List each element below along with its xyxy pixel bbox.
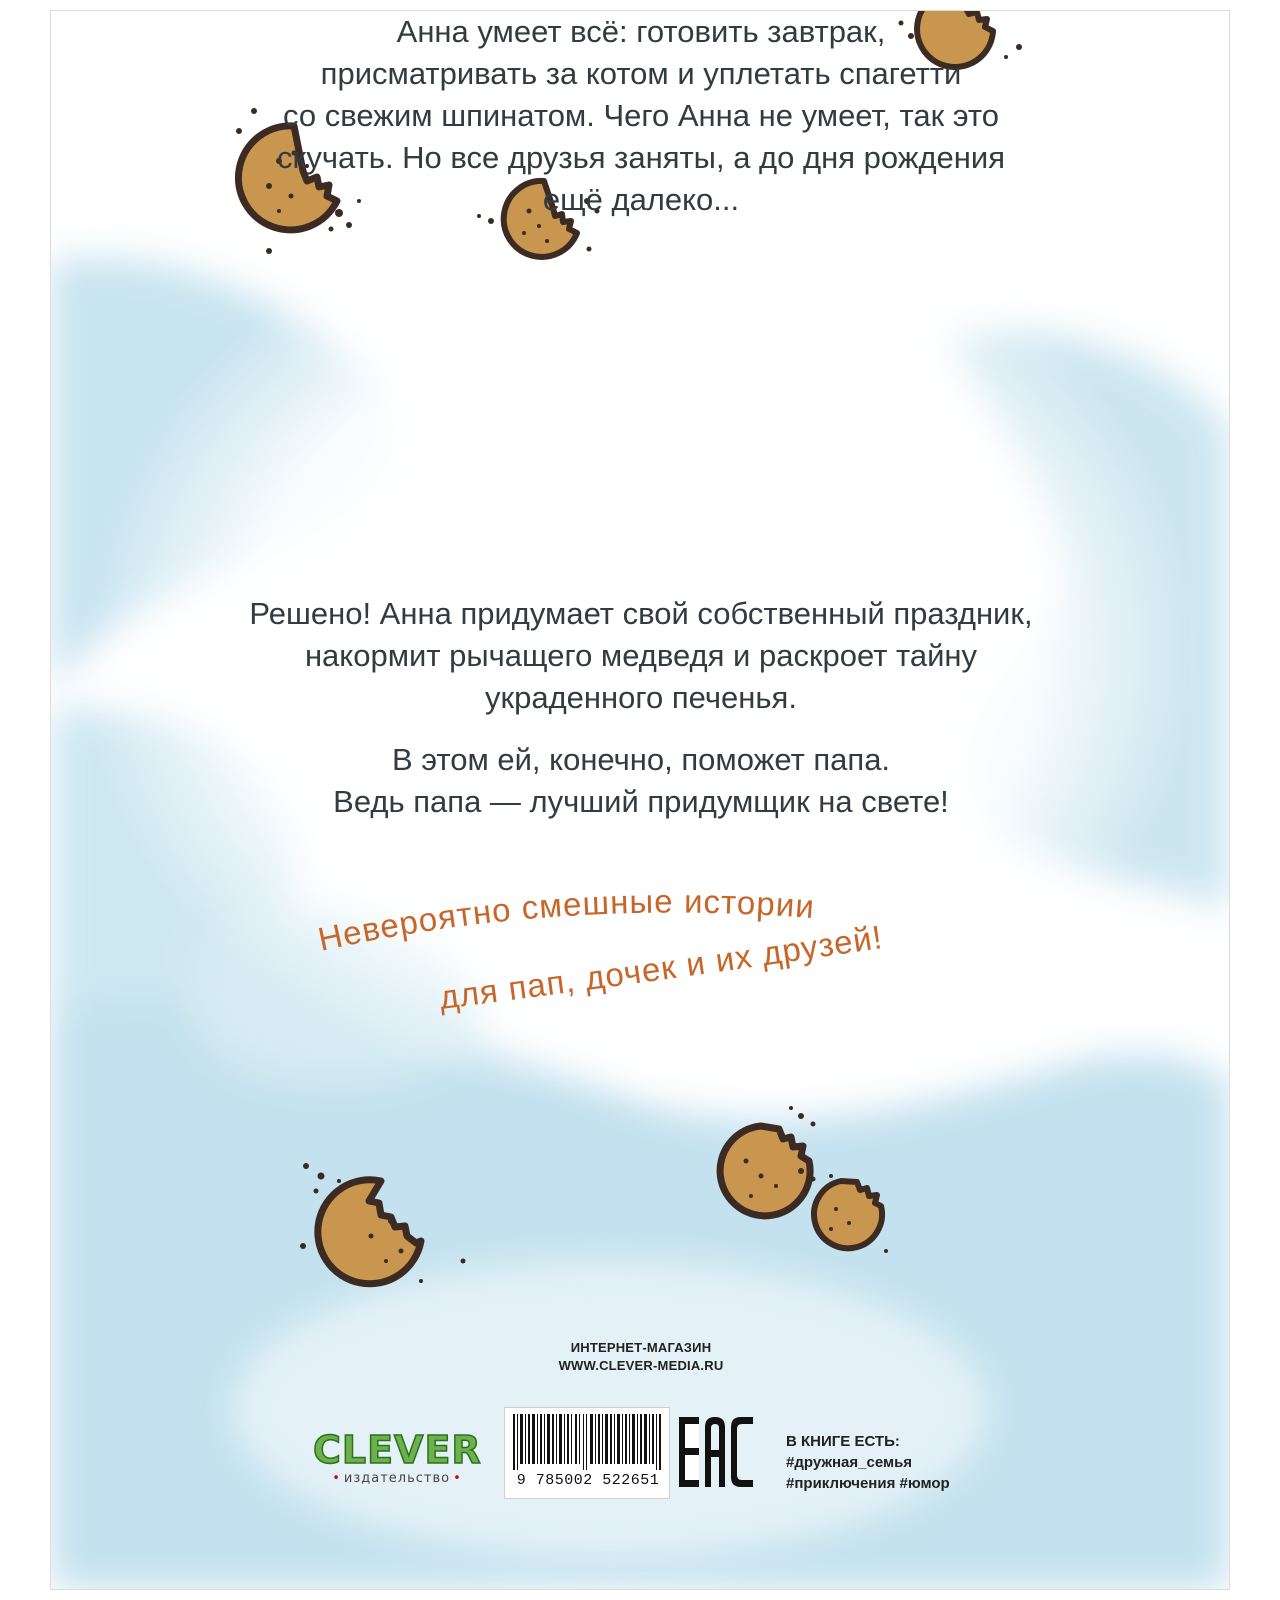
blurb-line: скучать. Но все друзья заняты, а до дня рождения [276, 140, 1006, 175]
blurb-paragraph-3 [51, 739, 1230, 823]
blurb-paragraph-2 [51, 593, 1230, 719]
slogan-line-1: Невероятно смешные истории [314, 891, 817, 958]
blurb-paragraph-1 [51, 11, 1230, 221]
blurb-line: Анна умеет всё: готовить завтрак, [396, 14, 886, 49]
hashtag-line: #приключения #юмор [786, 1475, 950, 1492]
eac-mark-icon [679, 1417, 753, 1487]
publisher-name: CLEVER [313, 1428, 482, 1472]
blurb-line: украденного печенья. [485, 680, 797, 715]
book-back-cover [50, 10, 1230, 1590]
blurb-text [51, 11, 1230, 819]
slogan [311, 891, 971, 1041]
blurb-line: со свежим шпинатом. Чего Анна не умеет, так это [283, 98, 999, 133]
blurb-line: накормит рычащего медведя и раскроет тайну [304, 638, 978, 673]
hashtag-line: #дружная_семья [786, 1454, 913, 1471]
book-features [786, 1431, 950, 1494]
isbn-barcode [504, 1407, 670, 1499]
barcode-icon [513, 1414, 663, 1470]
cookie-icon [291, 1151, 471, 1291]
publisher-subtitle: • издательство • [313, 1471, 481, 1486]
shop-url[interactable]: WWW.CLEVER-MEDIA.RU [558, 1358, 724, 1373]
blurb-line: Ведь папа — лучший придумщик на свете! [333, 784, 949, 819]
slogan-line-2: для пап, дочек и их друзей! [437, 918, 886, 1016]
publisher-logo [313, 1429, 481, 1501]
isbn-number: 9 785002 522651 [516, 1472, 660, 1489]
blurb-line: Решено! Анна придумает свой собственный праздник, [249, 596, 1033, 631]
blurb-line: присматривать за котом и уплетать спагетти [320, 56, 962, 91]
online-shop-info [521, 1339, 761, 1375]
cookie-icon [791, 1161, 921, 1261]
blurb-line: ещё далеко... [542, 182, 740, 217]
book-features-title: В КНИГЕ ЕСТЬ: [786, 1433, 900, 1450]
shop-label: ИНТЕРНЕТ-МАГАЗИН [570, 1340, 712, 1355]
blurb-line: В этом ей, конечно, поможет папа. [391, 742, 891, 777]
